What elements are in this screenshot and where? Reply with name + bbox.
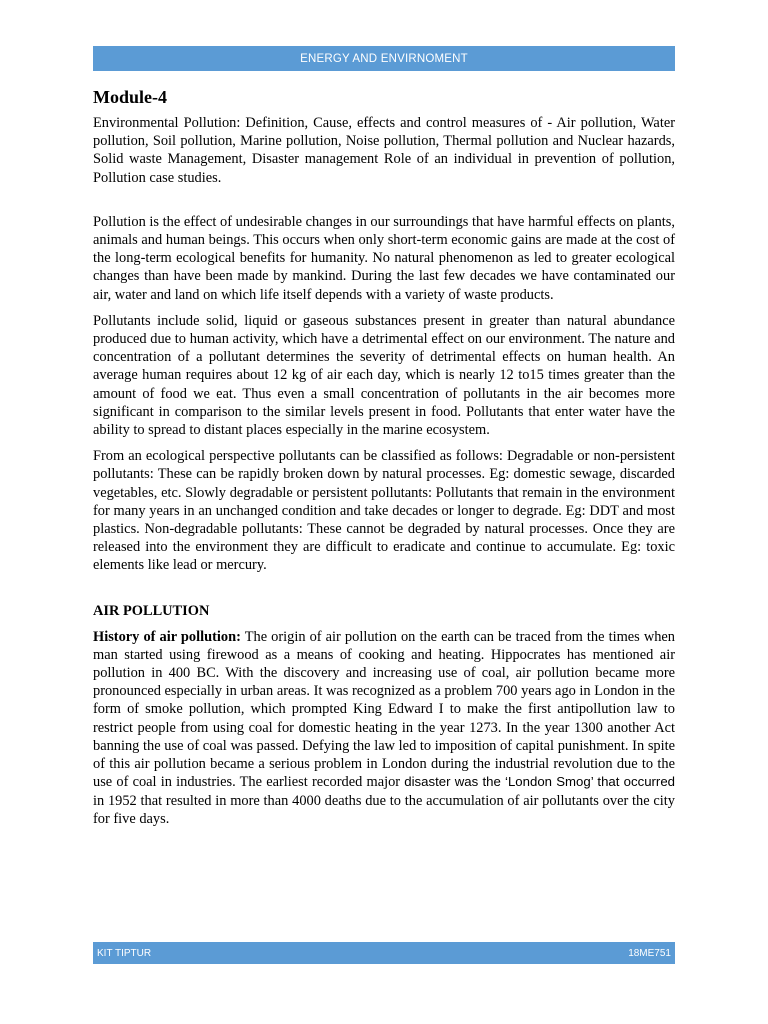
history-paragraph [93,628,675,828]
header-title: ENERGY AND ENVIRNOMENT [300,52,468,65]
page-header [93,46,675,71]
pollutants-paragraph: Pollutants include solid, liquid or gaseous substances present in greater than natural abundance produced due to human activity, which have a detrimental effect on our environment. The nature and concentration of a pollutant determines the severity of detrimental effects on human health. An average human requires about 12 kg of air each day, which is nearly 12 to15 times greater than the amount of food we eat. Thus even a small concentration of pollutants in the air becomes more significant in comparison to the similar levels present in food. Pollutants that enter water have the ability to spread to distant places especially in the marine ecosystem. [93,312,675,439]
intro-paragraph: Pollution is the effect of undesirable changes in our surroundings that have harmful effects on plants, animals and human beings. This occurs when only short-term economic gains are made at the cost of the long-term ecological benefits for humanity. No natural phenomenon as led to greater ecological changes than have been made by mankind. During the last few decades we have contaminated our air, water and land on which life itself depends with a variety of waste products. [93,213,675,303]
classification-paragraph: From an ecological perspective pollutants can be classified as follows: Degradable or non-persistent pollutants: These can be rapidly broken down by natural processes. Eg: domestic sewage, discarded vegetables, etc. Slowly degradable or persistent pollutants: Pollutants that remain in the environment for many years in an unchanged condition and take decades or longer to degrade. Eg: DDT and most plastics. Non-degradable pollutants: These cannot be degraded by natural processes. Once they are released into the environment they are difficult to eradicate and continue to accumulate. Eg: toxic elements like lead or mercury. [93,448,675,574]
history-text-mono: disaster was the ‘London Smog’ that occurred [404,774,675,790]
document-body [93,86,675,836]
syllabus-paragraph: Environmental Pollution: Definition, Cause, effects and control measures of - Air pollution, Water pollution, Soil pollution, Marine pollution, Noise pollution, Thermal pollution and Nuclear hazards, Solid waste Management, Disaster management Role of an individual in prevention of pollution, Pollution case studies. [93,115,675,186]
air-pollution-heading: AIR POLLUTION [93,602,210,619]
footer-left: KIT TIPTUR [97,947,152,959]
history-text-b: in 1952 that resulted in more than 4000 deaths due to the accumulation of air pollutants over the city for five days. [93,792,675,827]
page-footer [93,942,675,964]
history-label: History of air pollution: [93,628,241,645]
history-text-a: The origin of air pollution on the earth can be traced from the times when man started using firewood as a means of cooking and heating. Hippocrates has mentioned air pollution in 400 BC. With the discovery and increasing use of coal, air pollution became more pronounced especially in urban areas. It was recognized as a problem 700 years ago in London in the form of smoke pollution, which prompted King Edward I to make the first antipollution law to restrict people from using coal for domestic heating in the year 1273. In the year 1300 another Act banning the use of coal was passed. Defying the law led to imposition of capital punishment. In spite of this air pollution became a serious problem in London during the industrial revolution due to the use of coal in industries. The earliest recorded major [93,628,675,791]
module-title: Module-4 [93,87,167,107]
footer-right: 18ME751 [628,947,671,959]
